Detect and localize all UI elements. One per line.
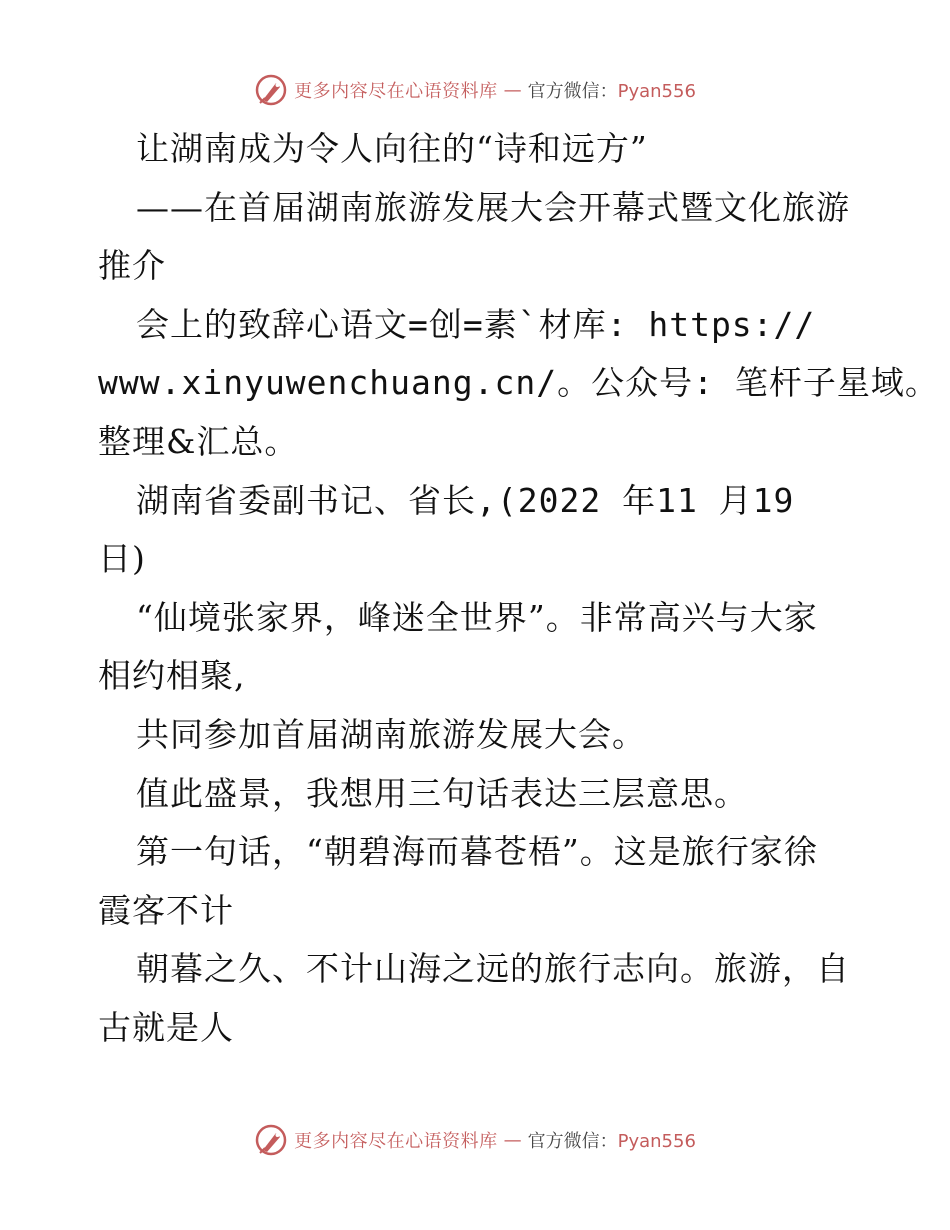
doc-subtitle-line: 推介 [98, 246, 166, 286]
doc-paragraph-line: “仙境张家界，峰迷全世界”。非常高兴与大家 [136, 597, 818, 637]
watermark-contact-label: 官方微信： [527, 81, 618, 102]
watermark-contact-label: 官方微信： [527, 1131, 618, 1152]
fountain-pen-logo-icon [254, 73, 288, 107]
doc-paragraph-line: 朝暮之久、不计山海之远的旅行志向。旅游，自 [136, 949, 850, 989]
doc-text-line: 会上的致辞心语文=创=素`材库: https:// [136, 304, 816, 344]
doc-subtitle-line: ——在首届湖南旅游发展大会开幕式暨文化旅游 [136, 187, 850, 227]
watermark-site-text: 更多内容尽在心语资料库 [294, 81, 498, 102]
fountain-pen-logo-icon [254, 1123, 288, 1157]
doc-text-line: www.xinyuwenchuang.cn/。公众号: 笔杆子星域。 [98, 363, 939, 403]
doc-text-line: 整理&汇总。 [98, 421, 299, 461]
watermark-contact-value: Pyan556 [617, 1131, 696, 1152]
watermark-contact [528, 1127, 696, 1153]
footer-watermark-banner [0, 1120, 950, 1160]
doc-paragraph-line: 第一句话，“朝碧海而暮苍梧”。这是旅行家徐 [136, 832, 818, 872]
header-watermark-banner [0, 70, 950, 110]
doc-paragraph-line: 值此盛景，我想用三句话表达三层意思。 [136, 773, 748, 813]
doc-paragraph-line: 霞客不计 [98, 890, 234, 930]
doc-paragraph-line: 古就是人 [98, 1007, 234, 1047]
watermark-dash: — [503, 1129, 522, 1151]
watermark-site-text: 更多内容尽在心语资料库 [294, 1131, 498, 1152]
doc-author-line: 湖南省委副书记、省长,(2022 年11 月19 [136, 480, 795, 520]
watermark-contact-value: Pyan556 [617, 81, 696, 102]
watermark-dash: — [503, 79, 522, 101]
doc-title: 让湖南成为令人向往的“诗和远方” [136, 129, 648, 168]
doc-paragraph-line: 共同参加首届湖南旅游发展大会。 [136, 714, 646, 754]
doc-paragraph-line: 相约相聚, [98, 656, 246, 696]
watermark-contact [528, 77, 696, 103]
document-body [98, 120, 939, 1058]
doc-author-line: 日) [98, 539, 146, 579]
